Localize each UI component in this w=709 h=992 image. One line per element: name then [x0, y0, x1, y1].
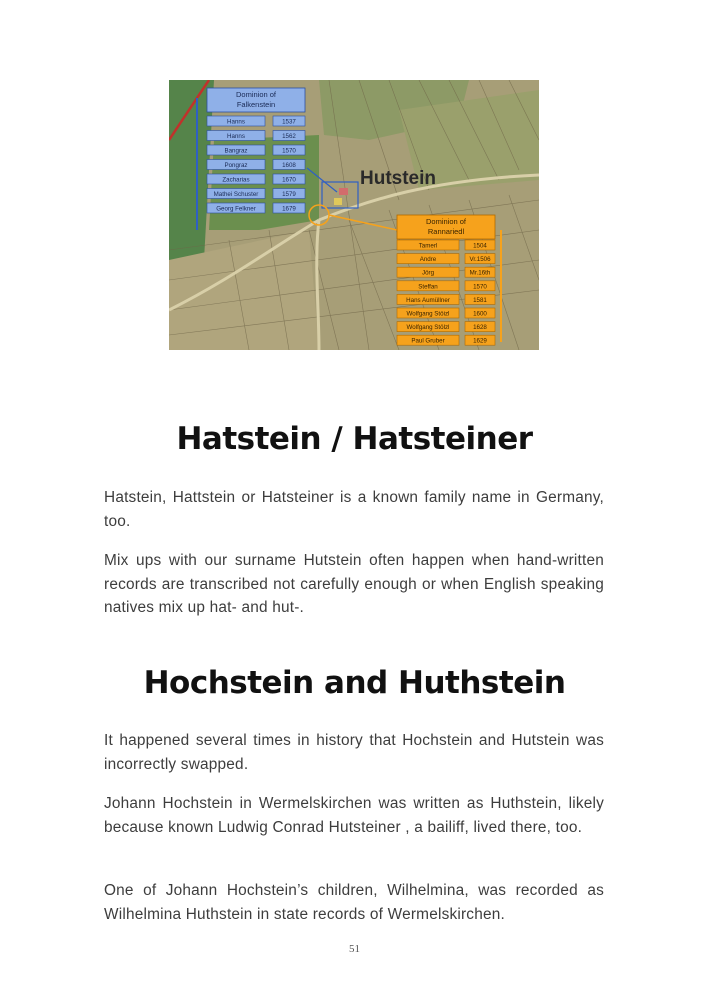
- falkenstein-year: 1562: [282, 133, 296, 140]
- rannariedl-year: 1628: [473, 324, 487, 332]
- rannariedl-row: [397, 267, 495, 277]
- paragraph-johann-hochstein: Johann Hochstein in Wermelskirchen was written as Huthstein, likely because known Ludwig Conrad Hutsteiner , a bailiff, lived there, too.: [104, 795, 604, 836]
- rannariedl-title-line1: Dominion of: [425, 217, 467, 226]
- rannariedl-year: 1570: [473, 283, 487, 291]
- falkenstein-row: [207, 160, 305, 170]
- falkenstein-row: [207, 189, 305, 199]
- rannariedl-year: 1504: [473, 242, 487, 250]
- falkenstein-name: Hanns: [227, 118, 245, 126]
- page-number: 51: [349, 943, 360, 955]
- falkenstein-row: [207, 203, 305, 213]
- rannariedl-row: [397, 308, 495, 318]
- falkenstein-title-line2: Falkenstein: [236, 100, 276, 109]
- paragraph-wilhelmina: One of Johann Hochstein’s children, Wilhelmina, was recorded as Wilhelmina Huthstein in state records of Wermelskirchen.: [104, 882, 604, 923]
- rannariedl-year: 1600: [473, 310, 487, 318]
- place-label: Hutstein: [360, 168, 436, 189]
- falkenstein-title-line1: Dominion of: [235, 90, 277, 99]
- falkenstein-name: Hanns: [227, 133, 245, 140]
- falkenstein-row: [207, 174, 305, 184]
- falkenstein-panel: [207, 88, 305, 213]
- falkenstein-name: Pongraz: [224, 162, 248, 169]
- rannariedl-row: [397, 335, 495, 345]
- cadastral-map: [169, 80, 539, 350]
- falkenstein-name: Zacharias: [222, 176, 250, 184]
- rannariedl-title-line2: Rannariedl: [427, 227, 465, 236]
- falkenstein-year: 1608: [282, 162, 296, 169]
- falkenstein-year: 1579: [282, 191, 296, 198]
- falkenstein-year: 1537: [282, 118, 296, 126]
- rannariedl-name: Tamerl: [418, 242, 438, 250]
- rannariedl-name: Hans Aumüllner: [406, 296, 450, 304]
- falkenstein-year: 1670: [282, 176, 296, 184]
- rannariedl-name: Jörg: [421, 269, 435, 277]
- section-heading-hochstein: Hochstein and Huthstein: [143, 665, 566, 701]
- rannariedl-row: [397, 294, 495, 304]
- falkenstein-name: Bangraz: [224, 147, 248, 155]
- falkenstein-row: [207, 116, 305, 126]
- rannariedl-name: Steffan: [418, 283, 438, 291]
- falkenstein-row: [207, 131, 305, 141]
- paragraph-hochstein-swapped: It happened several times in history that Hochstein and Hutstein was incorrectly swapped.: [104, 732, 604, 773]
- paragraph-hatstein-mixups: Mix ups with our surname Hutstein often happen when hand-written records are transcribed not carefully enough or when English speaking natives mix up hat- and hut-.: [104, 552, 604, 616]
- falkenstein-year: 1570: [282, 147, 296, 155]
- historical-map-figure: [169, 80, 539, 350]
- rannariedl-name: Wolfgang Stölzl: [406, 324, 450, 332]
- house-marker: [339, 188, 348, 195]
- rannariedl-row: [397, 322, 495, 332]
- paragraph-hatstein-family-name: Hatstein, Hattstein or Hatsteiner is a known family name in Germany, too.: [104, 489, 604, 530]
- rannariedl-year: Vr.1506: [469, 256, 491, 264]
- rannariedl-name: Andre: [419, 256, 437, 264]
- falkenstein-year: 1679: [282, 205, 296, 213]
- rannariedl-row: [397, 240, 495, 250]
- rannariedl-year: 1581: [473, 296, 487, 304]
- house-marker: [334, 198, 342, 205]
- rannariedl-name: Wolfgang Stöizl: [406, 310, 450, 318]
- rannariedl-name: Paul Gruber: [411, 337, 445, 345]
- rannariedl-year: 1629: [473, 337, 487, 345]
- falkenstein-name: Mathei Schuster: [213, 191, 259, 198]
- rannariedl-row: [397, 254, 495, 264]
- rannariedl-row: [397, 281, 495, 291]
- rannariedl-year: Mr.16th: [469, 269, 491, 277]
- section-heading-hatstein: Hatstein / Hatsteiner: [176, 421, 533, 457]
- falkenstein-name: Georg Felkner: [216, 205, 256, 213]
- falkenstein-row: [207, 145, 305, 155]
